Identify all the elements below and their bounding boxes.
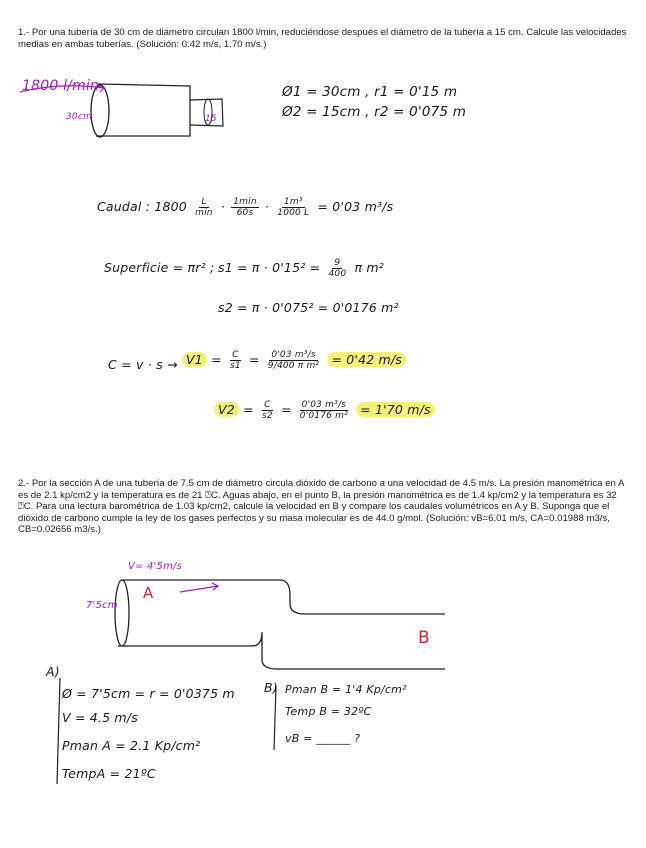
- s2-line: s2 = π · 0'075² = 0'0176 m²: [218, 300, 399, 315]
- b-line-velocity: vB = ______ ?: [285, 732, 361, 745]
- s1-fraction: $\frac{9}{400}$: [328, 258, 347, 279]
- v1-line: V1 = $\frac{C}{s1}$ = $\frac{\text{0'03 m³/s}}{\text{9/400 π m²}}$ = 0'42 m/s: [182, 350, 406, 371]
- v2-label: V2: [214, 402, 239, 417]
- s1-line: s1 = π · 0'15² = $\frac{9}{400}$ π m²: [218, 258, 384, 279]
- v1-fraction: $\frac{C}{s1}$: [229, 350, 241, 371]
- problem1-statement: 1.- Por una tubería de 30 cm de diámetro circulan 1800 l/min, reduciéndose después el diámetro de la tubería a 15 cm. Calcule las velocidades medias en ambas tuberías. (Solución: 0.42 m/s, 1.70 m/s.): [18, 27, 627, 50]
- v1-fraction-values: $\frac{\text{0'03 m³/s}}{\text{9/400 π m²}}$: [267, 350, 320, 371]
- caudal-label: Caudal : 1800: [97, 199, 187, 214]
- v1-label: V1: [182, 352, 207, 367]
- caudal-result: = 0'03 m³/s: [317, 199, 394, 214]
- fig1-diameter-large: 30cm: [66, 112, 92, 122]
- caudal-fraction-1: $\frac{L}{\min}$: [195, 197, 213, 218]
- fig2-velocity: V= 4'5m/s: [128, 561, 182, 572]
- fig1-flow-label: 1800 l/min: [22, 78, 100, 94]
- a-line-pressure: Pman A = 2.1 Kp/cm²: [62, 738, 201, 753]
- v2-fraction: $\frac{C}{s2}$: [261, 400, 273, 421]
- v1-result: = 0'42 m/s: [327, 352, 406, 367]
- p1-data-line1: Ø1 = 30cm , r1 = 0'15 m: [282, 84, 458, 100]
- v2-result: = 1'70 m/s: [356, 402, 435, 417]
- caudal-line: Caudal : 1800 $\frac{L}{\min}$ · $\frac{1\min}{60s}$ · $\frac{\text{1m³}}{1000 L}$ = 0'03 m³/s: [97, 197, 394, 218]
- caudal-fraction-2: $\frac{1\min}{60s}$: [233, 197, 257, 218]
- b-header: B): [264, 680, 278, 695]
- a-line-temperature: TempA = 21ºC: [62, 766, 156, 781]
- cvs-label: C = v · s →: [108, 357, 178, 372]
- fig1-diameter-small: 15: [205, 114, 217, 124]
- caudal-fraction-3: $\frac{\text{1m³}}{1000 L}$: [277, 197, 310, 218]
- fig2-point-b: B: [418, 628, 430, 648]
- v2-fraction-values: $\frac{\text{0'03 m³/s}}{\text{0'0176 m²}}$: [299, 400, 348, 421]
- a-line-diameter: Ø = 7'5cm = r = 0'0375 m: [62, 686, 235, 701]
- pipe-bend-diagram: [100, 560, 450, 670]
- a-header: A): [46, 664, 60, 679]
- problem2-statement: 2.- Por la sección A de una tubería de 7.5 cm de diámetro circula dióxido de carbono a una velocidad de 4.5 m/s. La presión manométrica en A es de 2.1 kp/cm2 y la temperatura es de 21 ⍰C. Aguas abajo, en el punto B, la presión manométrica es de 1.4 kp/cm2 y la temperatura es 32 ⍰C. Para una lectura barométrica de 1.03 kp/cm2, calcule la velocidad en B y compare los caudales volumétricos en A y B. Suponga que el dióxido de carbono cumple la ley de los gases perfectos y su masa molecular es de 44.0 g/mol. (Solución: vB=6.01 m/s, CA=0.01988 m3/s, CB=0.02656 m3/s.): [18, 478, 624, 536]
- v2-line: V2 = $\frac{C}{s2}$ = $\frac{\text{0'03 m³/s}}{\text{0'0176 m²}}$ = 1'70 m/s: [214, 400, 435, 421]
- p1-data-line2: Ø2 = 15cm , r2 = 0'075 m: [282, 104, 467, 120]
- a-line-velocity: V = 4.5 m/s: [62, 710, 138, 725]
- superficie-label: Superficie = πr² ;: [104, 260, 215, 275]
- b-line-pressure: Pman B = 1'4 Kp/cm²: [285, 683, 407, 696]
- b-line-temperature: Temp B = 32ºC: [285, 705, 372, 718]
- fig2-diameter: 7'5cm: [86, 600, 118, 611]
- fig2-point-a: A: [143, 584, 154, 602]
